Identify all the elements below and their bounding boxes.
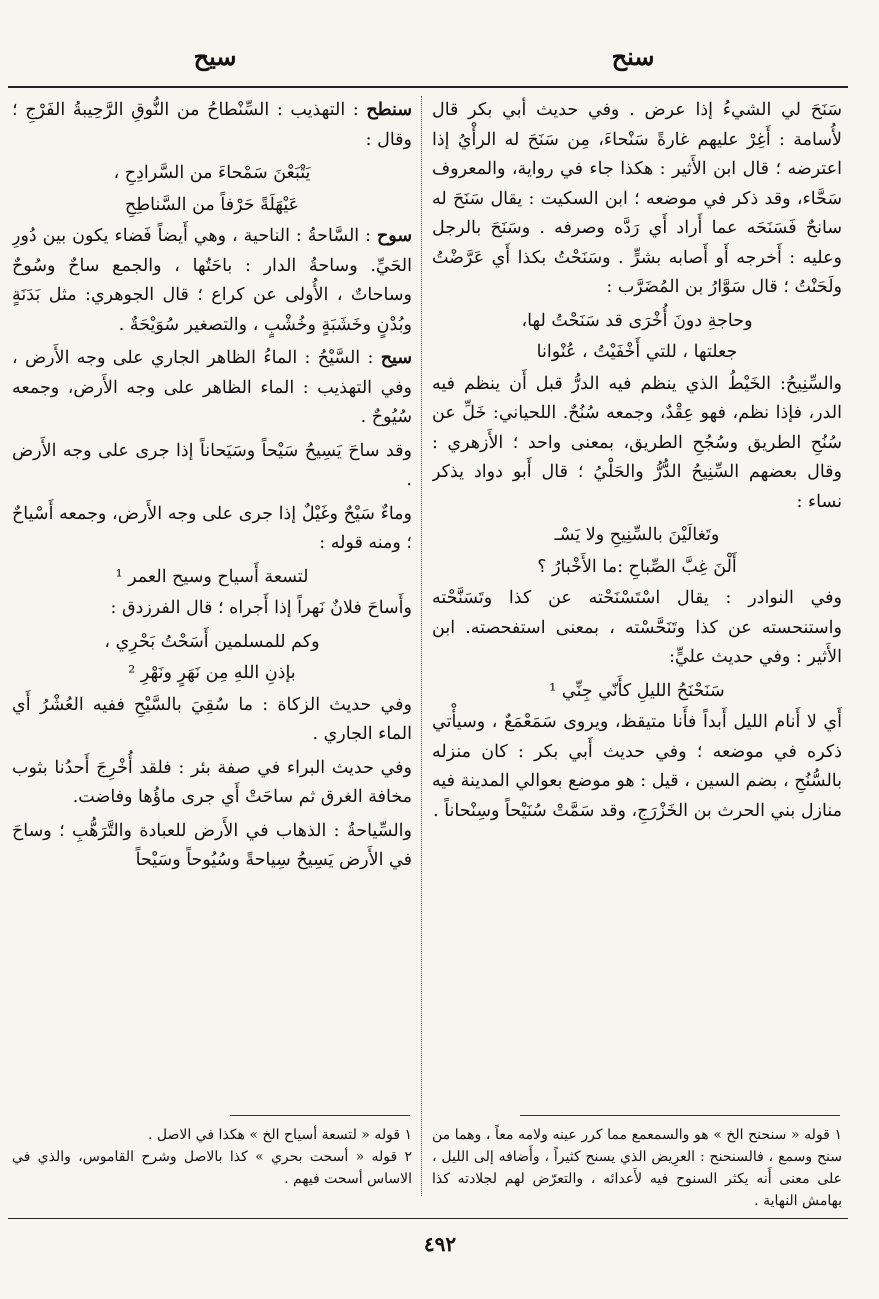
entry-text: لتسعة أَسياح وسيح العمر ¹ <box>115 566 309 587</box>
entry-text: وكم للمسلمين أَسَحْتُ بَحْرِي ، <box>104 631 320 652</box>
paragraph <box>432 96 842 303</box>
footnote: ٢ قوله « أسحت بحري » كذا بالاصل وشرح القاموس، والذي في الاساس أسحت فيهم . <box>12 1149 412 1187</box>
verse-line <box>12 159 412 189</box>
paragraph <box>12 754 412 813</box>
entry-text: عَيْهَلَةً حَرْفاً من السَّناطِحِ <box>124 194 300 215</box>
entry-text: وحاجةِ دونَ أُخْرَى قد سَنَحْتُ لها، <box>521 310 753 331</box>
right-column <box>432 96 842 1096</box>
footnote: ١ قوله « لتسعة أسياح الخ » هكذا في الاصل . <box>148 1127 412 1143</box>
verse-line <box>432 553 842 583</box>
left-column <box>12 96 412 1106</box>
entry-text: والسِّياحةُ : الذهاب في الأَرض للعبادة والتَّرَهُّبِ ؛ وساحَ في الأَرض يَسِيحُ سِياحةً وسُيُوحاً وسَيْحاً <box>12 820 412 870</box>
verse-line <box>432 307 842 337</box>
verse-line <box>12 628 412 658</box>
verse-line <box>432 677 842 707</box>
paragraph <box>12 817 412 876</box>
entry-text: بإذنِ اللهِ مِن نَهَرٍ ونَهْرِ ² <box>128 663 296 683</box>
page-number: ٤٩٢ <box>423 1232 457 1256</box>
entry-text: سَنَحْنَحُ الليلِ كأَنّي جِنِّي ¹ <box>549 680 725 701</box>
verse-line <box>12 659 412 689</box>
bottom-rule <box>8 1218 848 1219</box>
dictionary-entry <box>12 96 412 155</box>
dictionary-entry <box>12 344 412 433</box>
entry-text: سَنَحَ لي الشيءُ إذا عرض . وفي حديث أبي بكر قال لأُسامة : أَغِرْ عليهم غارةً سَنْحاءَ، مِن سَنَحَ له الرأْيُ إذا اعترضه ؛ قال ابن الأَثير : هكذا جاء في رواية، والمعروف سَحَّاء، وقد ذكر في موضعه ؛ ابن السكيت : يقال سَنَحَ له سانحٌ فَسَنَحَه عما أَراد أَي رَدَّه وصرفه . وسَنَحَ بالرجل وعليه : أَخرجه أَو أَصابه بشرٍّ . وسَنَحْتُ بكذا أَي عَرَّضْتُ ولَحَنْتُ ؛ قال سَوَّارُ بن المُضَرَّب : <box>432 100 842 297</box>
entry-text: وقد ساحَ يَسِيحُ سَيْحاً وسَيَحاناً إذا جرى على وجه الأَرض . <box>12 440 412 490</box>
entry-text: أَي لا أَنام الليل أَبداً فأَنا متيقظ، ويروى سَمَعْمَعٌ ، وسيأْتي ذكره في موضعه ؛ وفي حديث أَبي بكر : كان منزله بالسُّنُحِ ، بضم السين ، قيل : هو موضع بعوالي المدينة فيه منازل بني الحرث بن الخَزْرَجِ، وقد سَمَّتْ سُنَيْحاً وسِنْحاناً . <box>432 712 842 821</box>
footnote: ١ قوله « سنحنح الخ » هو والسمعمع مما كرر عينه ولامه معاً ، وهما من سنح وسمع ، فالسنحنح : العرِيض الذي يسنح كثيراً ، وأَضافه إلى الليل ، على معنى أَنه يكثر السنوح فيه لأَعدائه ، والتعرّض لهم لجلادته كذا بهامش النهاية . <box>432 1127 842 1209</box>
entry-text: والسِّنِيحُ: الخَيْطُ الذي ينظم فيه الدرُّ قبل أَن ينظم فيه الدر، فإذا نظم، فهو عِقْدٌ، وجمعه سُنُحٌ. اللحياني: خَلِّ عن سُنُحِ الطريق وسُجُحِ الطريق، بمعنى واحد ؛ الأَزهري : وقال بعضهم السِّنِيحُ الدُّرُّ والحَلْيُ ؛ قال أَبو دواد يذكر نساء : <box>432 373 842 512</box>
entry-text: وماءٌ سَيْحٌ وغَيْلٌ إذا جرى على وجه الأَرض، وجمعه أَسْياحٌ ؛ ومنه قوله : <box>12 503 412 553</box>
entry-headword: سيح <box>380 348 412 368</box>
footnote-separator-right <box>520 1115 840 1116</box>
paragraph <box>12 500 412 559</box>
verse-line <box>432 338 842 368</box>
entry-headword: سوح <box>377 226 412 246</box>
paragraph <box>12 691 412 750</box>
verse-line <box>432 521 842 551</box>
running-headword-left: سيح <box>193 42 237 71</box>
entry-text: أَلْنَ غِبَّ الصِّباحِ :ما الأَخْبارُ ؟ <box>537 556 737 577</box>
entry-text: وتَغالَيْنَ بالسِّنِيحِ ولا يَسْـ <box>554 525 720 545</box>
entry-text: جعلتها ، للتي أَخْفَيْتُ ، عُنْوانا <box>536 342 738 362</box>
verse-line <box>12 191 412 221</box>
verse-line <box>12 563 412 593</box>
column-divider <box>421 96 422 1196</box>
paragraph <box>432 584 842 673</box>
entry-text: يَتْبَعْنَ سَمْحاءَ من السَّرادِحِ ، <box>113 163 311 183</box>
page-header <box>0 42 879 82</box>
entry-headword: سنطح <box>366 100 412 120</box>
top-rule <box>8 86 848 88</box>
entry-text: وأَساحَ فلانٌ نَهراً إذا أَجراه ؛ قال الفرزدق : <box>110 598 412 618</box>
entry-text: وفي حديث الزكاة : ما سُقِيَ بالسَّيْحِ ففيه العُشْرُ أَي الماء الجاري . <box>12 694 412 744</box>
footnotes-right <box>432 1124 842 1212</box>
paragraph <box>432 708 842 826</box>
paragraph <box>12 594 412 624</box>
paragraph <box>432 370 842 518</box>
entry-text: وفي النوادر : يقال اسْتَسْنَحْته عن كذا وتَسَنَّحْته واستنحسته عن كذا وتَنَحَّسْته ، بمعنى استفحصته. ابن الأَثير : وفي حديث عليٍّ: <box>432 588 842 667</box>
paragraph <box>12 437 412 496</box>
footnotes-left <box>12 1124 412 1190</box>
dictionary-entry <box>12 222 412 340</box>
entry-text: : التهذيب : السِّنْطاحُ من النُّوقِ الرَّحِيبةُ الفَرْجِ ؛ وقال : <box>12 100 412 150</box>
running-headword-right: سنح <box>611 42 655 71</box>
footnote-separator-left <box>230 1115 410 1116</box>
entry-text: : السَّاحةُ : الناحية ، وهي أَيضاً فَضاء يكون بين دُورِ الحَيِّ. وساحةُ الدار : باحَتُها ، والجمع ساحٌ وسُوحٌ وساحاتٌ ، الأُولى عن كراع ؛ قال الجوهري: مثل بَدَنَةٍ وبُدْنٍ وخَشَبَةٍ وخُشْبٍ ، والتصغير سُوَيْحَةٌ . <box>12 226 412 335</box>
entry-text: وفي حديث البراء في صفة بئر : فلقد أُخْرِجَ أَحدُنا بثوب مخافة الغرق ثم ساحَتْ أَي جرى ماؤُها وفاضت. <box>12 757 412 807</box>
entry-text: : السَّيْحُ : الماءُ الظاهر الجاري على وجه الأَرض ، وفي التهذيب : الماء الظاهر على وجه الأَرض، وجمعه سُيُوحٌ . <box>12 348 412 427</box>
